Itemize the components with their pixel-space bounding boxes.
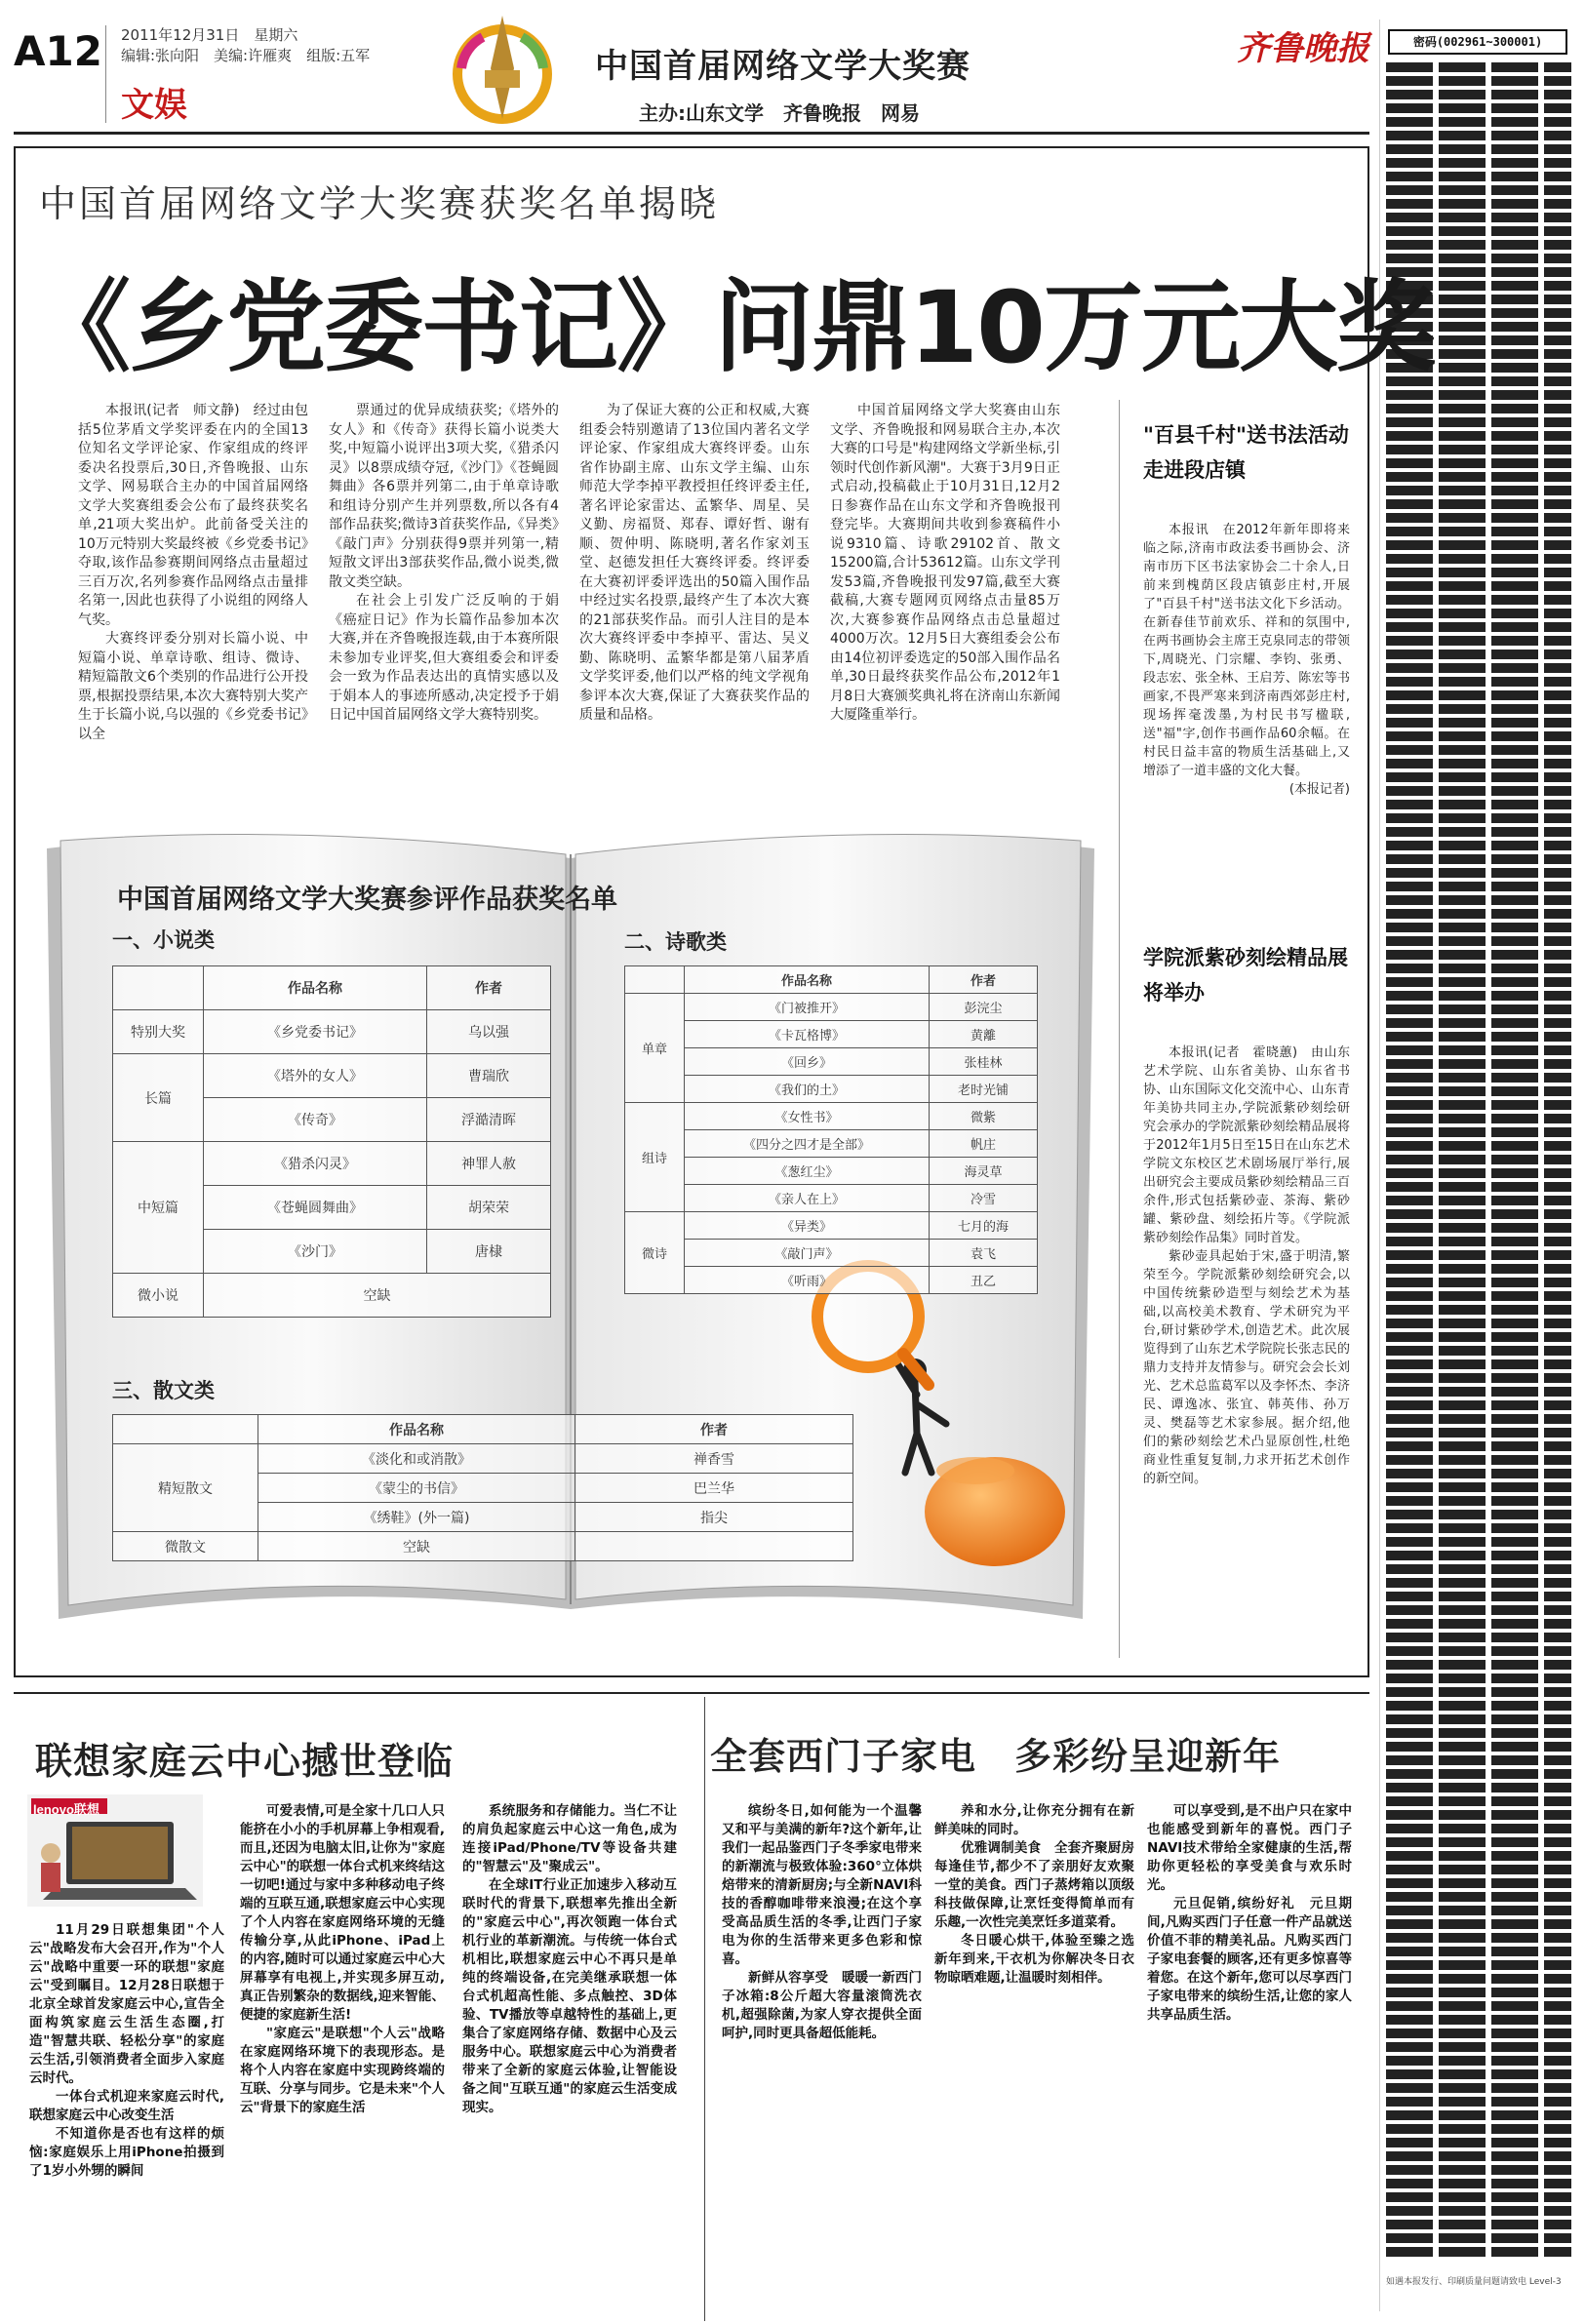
paragraph: 冬日暖心烘干,体验至臻之选 新年到来,干衣机为你解决冬日衣物晾晒难题,让温暖时刻相伴。	[934, 1933, 1148, 1986]
work-cell: 《四分之四才是全部》	[685, 1130, 930, 1158]
header-category	[113, 966, 204, 1010]
lenovo-column-3	[462, 1802, 677, 2117]
header-work: 作品名称	[258, 1415, 575, 1444]
paragraph: 一体台式机迎来家庭云时代,联想家庭云中心改变生活	[29, 2089, 224, 2123]
author-cell: 老时光铺	[930, 1076, 1038, 1103]
awards-list-title: 中国首届网络文学大奖赛参评作品获奖名单	[117, 885, 617, 915]
code-strip-footer: 如遇本报发行、印刷质量问题请致电 Level-3	[1386, 2277, 1562, 2287]
work-cell: 《淡化和或消散》	[258, 1444, 575, 1474]
code-strip-lines	[1386, 62, 1571, 2257]
header-meta	[121, 25, 370, 66]
paragraph: 本报讯(记者 霍晓蕙) 由山东艺术学院、山东省美协、山东省书协、山东国际文化交流中心、山东青年美协共同主办,学院派紫砂刻绘研究会承办的学院派紫砂刻绘精品展将于2012年1月5日至15日在山东艺术学院文东校区艺术剧场展厅举行,展出研究会主要成员紫砂刻绘精品三百余件,形式包括紫砂壶、茶海、紫砂罐、紫砂盘、刻绘拓片等。《学院派紫砂刻绘作品集》同时首发。	[1143, 1045, 1350, 1245]
work-cell: 空缺	[204, 1274, 551, 1318]
header-work: 作品名称	[685, 966, 930, 994]
siemens-ad-title: 全套西门子家电 多彩纷呈迎新年	[710, 1735, 1282, 1778]
paragraph: 缤纷冬日,如何能为一个温馨又和平与美满的新年?这个新年,让我们一起品鉴西门子冬季家电带来的新潮流与极致体验:360°立体烘焙带来的清新厨房;与全新NAVI科技的香醇咖啡带来浪漫;在这个享受高品质生活的冬季,让西门子家电为你的生活带来更多色彩和惊喜。	[722, 1803, 922, 1967]
author-cell: 浮澔清晖	[427, 1098, 551, 1142]
category-cell: 微散文	[113, 1532, 258, 1561]
author-cell: 曹瑞欣	[427, 1054, 551, 1098]
author-cell: 巴兰华	[575, 1474, 853, 1503]
paragraph: 紫砂壶具起始于宋,盛于明清,繁荣至今。学院派紫砂刻绘研究会,以中国传统紫砂造型与刻绘艺术为基础,以高校美术教育、学术研究为平台,研讨紫砂学术,创造艺术。此次展览得到了山东艺术学院院长张志民的鼎力支持并友情参与。研究会会长刘光、艺术总监葛军以及李怀杰、李济民、谭逸冰、张宜、韩英伟、孙万灵、樊磊等艺术家参展。据介绍,他们的紫砂刻绘艺术凸显原创性,杜绝商业性重复复制,力求开拓艺术创作的新空间。	[1143, 1249, 1350, 1486]
header-work: 作品名称	[204, 966, 427, 1010]
author-cell: 唐棣	[427, 1230, 551, 1274]
work-cell: 《葱红尘》	[685, 1158, 930, 1185]
author-cell: 袁飞	[930, 1240, 1038, 1267]
work-cell: 《回乡》	[685, 1048, 930, 1076]
header-category	[113, 1415, 258, 1444]
header-author: 作者	[575, 1415, 853, 1444]
paragraph: 新鲜从容享受 暖暖一新西门子冰箱:8公斤超大容量滚筒洗衣机,超强除菌,为家人穿衣提供全面呵护,同时更具备超低能耗。	[722, 1970, 922, 2041]
author-cell: 七月的海	[930, 1212, 1038, 1240]
lenovo-column-1	[29, 1921, 224, 2181]
poetry-awards-table	[624, 965, 1038, 1294]
category-cell: 长篇	[113, 1054, 204, 1142]
work-cell: 《异类》	[685, 1212, 930, 1240]
paragraph: 大赛终评委分别对长篇小说、中短篇小说、单章诗歌、组诗、微诗、精短篇散文6个类别的作品进行公开投票,根据投票结果,本次大赛特别大奖产生于长篇小说,乌以强的《乡党委书记》以全	[78, 631, 308, 742]
work-cell: 《亲人在上》	[685, 1185, 930, 1212]
sidebar-story2-body	[1143, 1044, 1350, 1488]
author-cell: 帆庄	[930, 1130, 1038, 1158]
poetry-section-title: 二、诗歌类	[624, 930, 727, 954]
section-name: 文娱	[121, 86, 187, 125]
paragraph: 在全球IT行业正加速步入移动互联时代的背景下,联想率先推出全新的"家庭云中心",再次领跑一体台式机行业的革新潮流。与传统一体台式机相比,联想家庭云中心不再只是单纯的终端设备,在完美继承联想一体台式机超高性能、多点触控、3D体验、TV播放等卓越特性的基础上,更集合了家庭网络存储、数据中心及云服务中心。联想家庭云中心为消费者带来了全新的家庭云体验,让智能设备之间"互联互通"的家庭云生活变成现实。	[462, 1877, 677, 2115]
article-column-2	[329, 402, 559, 726]
work-cell: 《听雨》	[685, 1267, 930, 1294]
category-cell: 组诗	[625, 1103, 685, 1212]
work-cell: 《沙门》	[204, 1230, 427, 1274]
paragraph: 可爱表情,可是全家十几口人只能挤在小小的手机屏幕上争相观看,而且,还因为电脑太旧,让你为"家庭云中心"的联想一体台式机来终结这一切吧!通过与家中多种移动电子终端的互联互通,联想家庭云中心实现了个人内容在家庭网络环境的无缝传输分享,从此iPhone、iPad上的内容,随时可以通过家庭云中心大屏幕享有电视上,并实现多屏互动,真正告别繁杂的数据线,迎来智能、便捷的家庭新生活!	[240, 1803, 445, 2023]
editor-credits: 编辑:张向阳 美编:许雁爽 组版:五军	[121, 47, 371, 64]
author-cell: 冷雪	[930, 1185, 1038, 1212]
author-cell: 海灵草	[930, 1158, 1038, 1185]
work-cell: 《猎杀闪灵》	[204, 1142, 427, 1186]
author-cell: 黄離	[930, 1021, 1038, 1048]
prose-awards-table	[112, 1414, 853, 1561]
author-cell: 张桂林	[930, 1048, 1038, 1076]
contest-logo	[444, 10, 561, 127]
contest-title: 中国首届网络文学大奖赛	[595, 47, 971, 86]
siemens-column-3	[1147, 1802, 1352, 2025]
work-cell: 《我们的土》	[685, 1076, 930, 1103]
paragraph: 11月29日联想集团"个人云"战略发布大会召开,作为"个人云"战略中重要一环的联想"家庭云"受到瞩目。12月28日联想于北京全球首发家庭云中心,宣告全面构筑家庭云生活生态圈,打造"智慧共联、轻松分享"的家庭云生活,引领消费者全面步入家庭云时代。	[29, 1922, 224, 2086]
work-cell: 空缺	[258, 1532, 575, 1561]
issue-date: 2011年12月31日 星期六	[121, 26, 298, 44]
fiction-section-title: 一、小说类	[112, 928, 215, 952]
work-cell: 《女性书》	[685, 1103, 930, 1130]
paragraph: 可以享受到,是不出户只在家中也能感受到新年的喜悦。西门子NAVI技术带给全家健康的生活,帮助你更轻松的享受美食与欢乐时光。	[1147, 1803, 1352, 1893]
lenovo-ad-title: 联想家庭云中心撼世登临	[35, 1740, 455, 1783]
article-deck: 中国首届网络文学大奖赛获奖名单揭晓	[39, 182, 720, 225]
paragraph: "家庭云"是联想"个人云"战略在家庭网络环境下的表现形态。是将个人内容在家庭中实现跨终端的互联、分享与同步。它是未来"个人云"背景下的家庭生活	[240, 2026, 445, 2115]
author-cell: 微紫	[930, 1103, 1038, 1130]
header-author: 作者	[930, 966, 1038, 994]
work-cell: 《乡党委书记》	[204, 1010, 427, 1054]
fiction-awards-table	[112, 965, 551, 1318]
paragraph: 养和水分,让你充分拥有在新鲜美味的同时。	[934, 1803, 1134, 1837]
category-cell: 微诗	[625, 1212, 685, 1294]
paragraph: 优雅调制美食 全套齐聚厨房 每逢佳节,都少不了亲朋好友欢聚一堂的美食。西门子蒸烤箱以顶级科技做保障,让烹饪变得简单而有乐趣,一次性完美烹饪多道菜肴。	[934, 1840, 1148, 1930]
paragraph: 为了保证大赛的公正和权威,大赛组委会特别邀请了13位国内著名文学评论家、作家组成大赛终评委。山东省作协副主席、山东文学主编、山东师范大学李掉平教授担任终评委主任,著名评论家雷达、孟繁华、周星、吴义勤、房福贤、郑春、谭好哲、谢有顺、贺仲明、陈晓明,著名作家刘玉堂、赵德发担任大赛终评委。终评委在大赛初评委评选出的50篇入围作品中经过实名投票,最终产生了本次大赛的21部获奖作品。而引人注目的是本次大赛终评委中李掉平、雷达、吴义勤、陈晓明、孟繁华都是第八届茅盾文学奖评委,他们以严格的纯文学视角参评本次大赛,保证了大赛获奖作品的质量和品格。	[579, 403, 810, 723]
paragraph: 本报讯(记者 师文静) 经过由包括5位茅盾文学奖评委在内的全国13位知名文学评论家、作家组成的终评委决名投票后,30日,齐鲁晚报、山东文学、网易联合主办的中国首届网络文学大奖赛组委会公布了最终获奖名单,21项大奖出炉。此前备受关注的10万元特别大奖最终被《乡党委书记》夺取,该作品参赛期间网络点击量超过三百万次,名列参赛作品网络点击量排名第一,因此也获得了小说组的网络人气奖。	[78, 403, 308, 628]
category-cell: 单章	[625, 994, 685, 1103]
work-cell: 《传奇》	[204, 1098, 427, 1142]
code-strip-title: 密码(002961~300001)	[1388, 29, 1567, 55]
article-column-3	[579, 402, 810, 726]
category-cell: 中短篇	[113, 1142, 204, 1274]
contest-hosts: 主办:山东文学 齐鲁晚报 网易	[639, 101, 920, 125]
siemens-column-2	[934, 1802, 1148, 1988]
newspaper-logo: 齐鲁晚报	[1237, 29, 1369, 68]
category-cell: 特别大奖	[113, 1010, 204, 1054]
work-cell: 《塔外的女人》	[204, 1054, 427, 1098]
work-cell: 《门被推开》	[685, 994, 930, 1021]
work-cell: 《蒙尘的书信》	[258, 1474, 575, 1503]
sidebar-divider	[1119, 400, 1120, 1658]
ads-top-rule	[14, 1692, 1369, 1694]
category-cell: 精短散文	[113, 1444, 258, 1532]
paragraph: 系统服务和存储能力。当仁不让的肩负起家庭云中心这一角色,成为连接iPad/Phone/TV等设备共建的"智慧云"及"聚成云"。	[462, 1803, 677, 1874]
header-category	[625, 966, 685, 994]
author-cell: 乌以强	[427, 1010, 551, 1054]
paragraph: 票通过的优异成绩获奖;《塔外的女人》和《传奇》获得长篇小说类大奖,中短篇小说评出3项大奖,《猎杀闪灵》以8票成绩夺冠,《沙门》《苍蝇圆舞曲》各6票并列第二,由于单章诗歌和组诗分别产生并列票数,所以各有4部作品获奖;微诗3首获奖作品,《异类》《敲门声》分别获得9票并列第一,精短散文评出3部获奖作品,微小说类,微散文类空缺。	[329, 403, 559, 590]
lenovo-column-2	[240, 1802, 445, 2117]
article-column-1	[78, 402, 308, 744]
author-cell: 神罪人赦	[427, 1142, 551, 1186]
author-cell: 丑乙	[930, 1267, 1038, 1294]
author-cell: 胡荣荣	[427, 1186, 551, 1230]
laptop-brand-label: lenovo联想	[33, 1802, 99, 1817]
paragraph: 在社会上引发广泛反响的于娟《癌症日记》作为长篇作品参加本次大赛,并在齐鲁晚报连载,由于本赛所限未参加专业评奖,但大赛组委会和评委会一致为作品表达出的真情实感以及于娟本人的事迹所感动,决定授予于娟日记中国首届网络文学大赛特别奖。	[329, 593, 559, 723]
header-rule	[14, 132, 1369, 135]
work-cell: 《敲门声》	[685, 1240, 930, 1267]
sidebar-story1-body	[1143, 521, 1350, 799]
sidebar-story1-title: "百县千村"送书法活动走进段店镇	[1143, 423, 1349, 482]
prose-section-title: 三、散文类	[112, 1379, 215, 1402]
author-cell	[575, 1532, 853, 1561]
author-cell: 指尖	[575, 1503, 853, 1532]
work-cell: 《绣鞋》(外一篇)	[258, 1503, 575, 1532]
paragraph: 中国首届网络文学大奖赛由山东文学、齐鲁晚报和网易联合主办,本次大赛的口号是"构建网络文学新坐标,引领时代创作新风潮"。大赛于3月9日正式启动,投稿截止于10月31日,12月2日参赛作品在山东文学和齐鲁晚报刊登完毕。大赛期间共收到参赛稿件小说9310篇、诗歌29102首、散文15200篇,合计53612篇。山东文学刊发53篇,齐鲁晚报刊发97篇,截至大赛截稿,大赛专题网页网络点击量85万次,大赛参赛作品网络点击总量超过4000万次。12月5日大赛组委会公布由14位初评委选定的50部入围作品名单,30日最终获奖作品公布,2012年1月8日大赛颁奖典礼将在济南山东新闻大厦隆重举行。	[830, 403, 1060, 723]
category-cell: 微小说	[113, 1274, 204, 1318]
author-cell: 彭浣尘	[930, 994, 1038, 1021]
work-cell: 《卡瓦格博》	[685, 1021, 930, 1048]
paragraph: 元旦促销,缤纷好礼 元旦期间,凡购买西门子任意一件产品就送价值不菲的精美礼品。凡购买西门子家电套餐的顾客,还有更多惊喜等着您。在这个新年,您可以尽享西门子家电带来的缤纷生活,让您的家人共享品质生活。	[1147, 1896, 1352, 2023]
header-author: 作者	[427, 966, 551, 1010]
page-number: A12	[14, 27, 102, 75]
author-cell: 禅香雪	[575, 1444, 853, 1474]
paragraph: 不知道你是否也有这样的烦恼:家庭娱乐上用iPhone拍摄到了1岁小外甥的瞬间	[29, 2126, 224, 2179]
article-column-4	[830, 402, 1060, 726]
article-headline: 《乡党委书记》问鼎10万元大奖	[31, 270, 1434, 386]
header-divider	[105, 25, 106, 123]
siemens-column-1	[722, 1802, 922, 2043]
sidebar-story2-title: 学院派紫砂刻绘精品展将举办	[1143, 946, 1348, 1004]
work-cell: 《苍蝇圆舞曲》	[204, 1186, 427, 1230]
byline: (本报记者)	[1288, 782, 1350, 797]
paragraph: 本报讯 在2012年新年即将来临之际,济南市政法委书画协会、济南市历下区书法家协会二十余人,日前来到槐荫区段店镇彭庄村,开展了"百县千村"送书法文化下乡活动。在新春佳节前欢乐、祥和的氛围中,在两书画协会主席王克泉同志的带领下,周晓光、门宗耀、李钧、张勇、段志宏、张全林、王启芳、陈宏等书画家,不畏严寒来到济南西郊彭庄村,现场挥毫泼墨,为村民书写楹联,送"福"字,创作书画作品60余幅。在村民日益丰富的物质生活基础上,又增添了一道丰盛的文化大餐。	[1143, 523, 1350, 778]
